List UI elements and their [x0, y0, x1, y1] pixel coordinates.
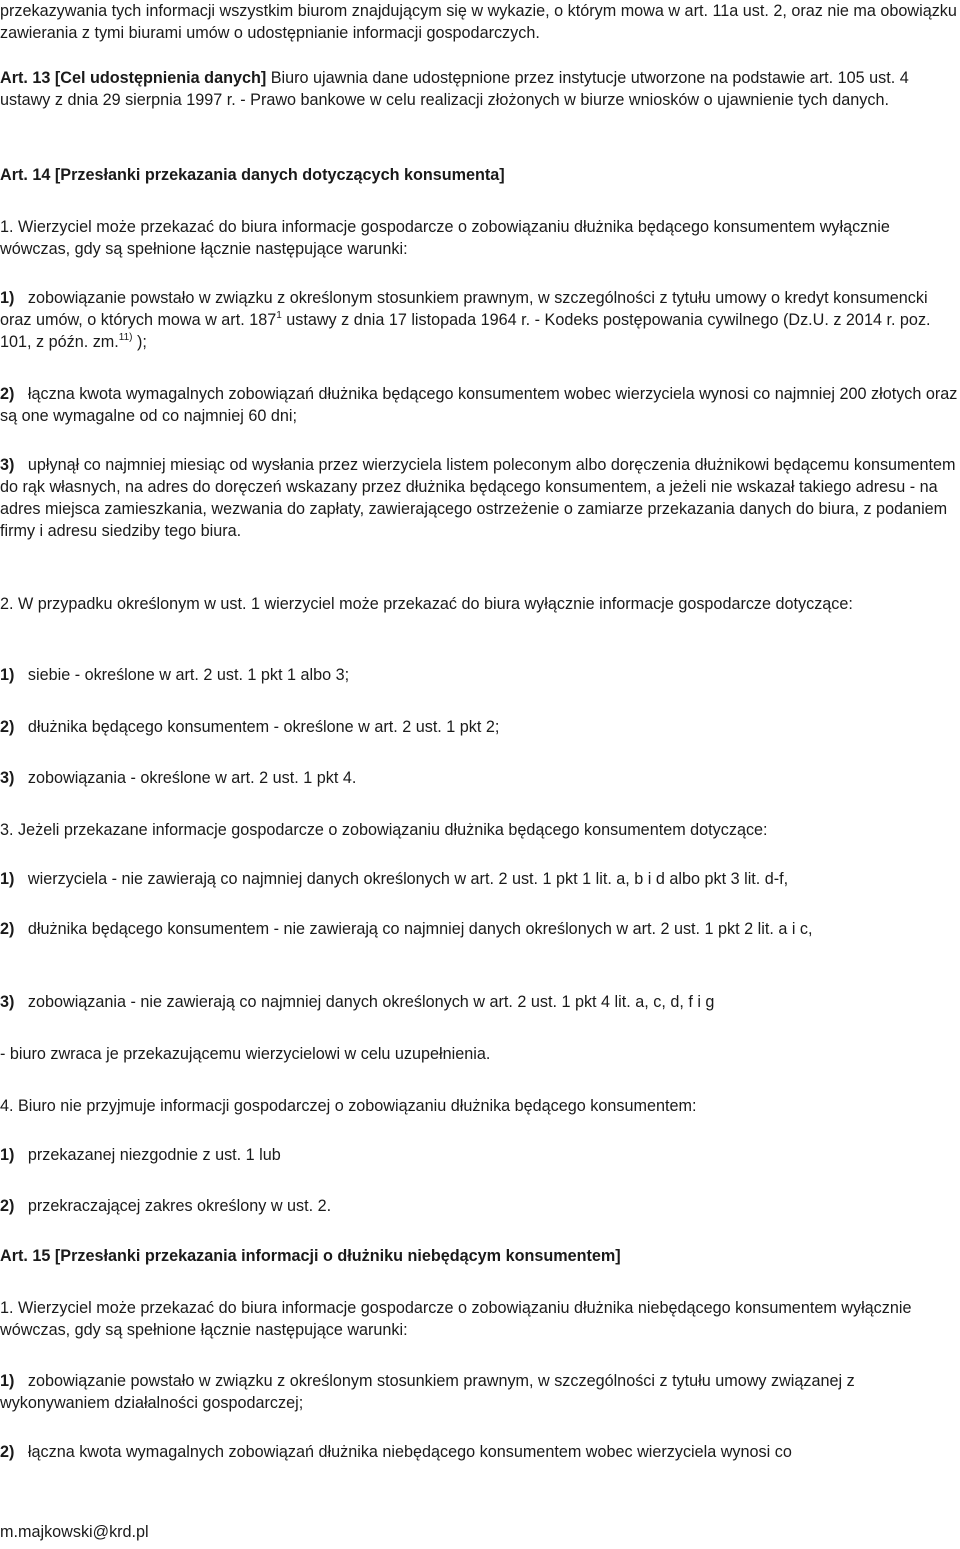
art14-ust1-item-1 — [0, 287, 958, 353]
art13-text: Biuro ujawnia dane udostępnione przez instytucje utworzone na podstawie art. 105 ust. 4 ustawy z dnia 29 sierpnia 1997 r. - Prawo bankowe w celu realizacji złożonych w biurze wniosków o ujawnienie tych danych. — [0, 69, 909, 109]
art14-ust2: 2. W przypadku określonym w ust. 1 wierzyciel może przekazać do biura wyłącznie informacje gospodarcze dotyczące: — [0, 595, 853, 613]
art13-paragraph — [0, 67, 958, 111]
art14-ust4-item-1 — [0, 1144, 958, 1166]
item-number: 2) — [0, 1443, 15, 1461]
item-text: zobowiązania - nie zawierają co najmniej danych określonych w art. 2 ust. 1 pkt 4 lit. a, c, d, f i g — [27, 993, 715, 1011]
item-text: zobowiązanie powstało w związku z określonym stosunkiem prawnym, w szczególności z tytułu umowy związanej z wykonywaniem działalności gospodarczej; — [0, 1372, 855, 1412]
art14-ust2-item-3 — [0, 767, 958, 789]
art14-ust4-item-2 — [0, 1195, 958, 1217]
item-text: zobowiązania - określone w art. 2 ust. 1 pkt 4. — [27, 769, 357, 787]
art14-ust3-tail: - biuro zwraca je przekazującemu wierzycielowi w celu uzupełnienia. — [0, 1045, 491, 1063]
item-text: przekazanej niezgodnie z ust. 1 lub — [27, 1146, 281, 1164]
item-text: siebie - określone w art. 2 ust. 1 pkt 1 albo 3; — [27, 666, 350, 684]
item-text: zobowiązanie powstało w związku z określonym stosunkiem prawnym, w szczególności z tytułu umowy o kredyt konsumencki oraz umów, o których mowa w art. 187 — [0, 289, 928, 329]
item-number: 1) — [0, 289, 15, 307]
art15-ust1-item-1 — [0, 1370, 958, 1414]
art14-ust3-item-2 — [0, 918, 958, 940]
art15-ust1-item-2 — [0, 1441, 958, 1463]
item-number: 2) — [0, 718, 15, 736]
item-number: 1) — [0, 870, 15, 888]
footer-email: m.majkowski@krd.pl — [0, 1523, 149, 1541]
art15-ust1: 1. Wierzyciel może przekazać do biura informacje gospodarcze o zobowiązaniu dłużnika niebędącego konsumentem wyłącznie wówczas, gdy są spełnione łącznie następujące warunki: — [0, 1299, 912, 1339]
art13-heading: Art. 13 [Cel udostępnienia danych] — [0, 69, 267, 87]
art15-heading: Art. 15 [Przesłanki przekazania informacji o dłużniku niebędącym konsumentem] — [0, 1247, 621, 1265]
item-number: 1) — [0, 666, 15, 684]
art14-ust2-item-2 — [0, 716, 958, 738]
art14-ust3-item-1 — [0, 868, 958, 890]
item-text: ); — [132, 333, 147, 351]
item-number: 2) — [0, 920, 15, 938]
art14-ust3-item-3 — [0, 991, 958, 1013]
item-number: 3) — [0, 456, 15, 474]
art14-heading: Art. 14 [Przesłanki przekazania danych dotyczących konsumenta] — [0, 166, 505, 184]
item-number: 3) — [0, 993, 15, 1011]
footnote-marker: 11) — [118, 332, 133, 343]
item-text: przekraczającej zakres określony w ust. 2. — [27, 1197, 332, 1215]
item-text: upłynął co najmniej miesiąc od wysłania przez wierzyciela listem poleconym albo doręczenia dłużnikowi będącemu konsumentem do rąk własnych, na adres do doręczeń wskazany przez dłużnika będącego konsumentem, a jeżeli nie wskazał takiego adresu - na adres miejsca zamieszkania, wezwania do zapłaty, zawierającego ostrzeżenie o zamiarze przekazania danych do biura, z podaniem firmy i adresu siedziby tego biura. — [0, 456, 956, 540]
item-number: 1) — [0, 1146, 15, 1164]
art14-ust1: 1. Wierzyciel może przekazać do biura informacje gospodarcze o zobowiązaniu dłużnika będącego konsumentem wyłącznie wówczas, gdy są spełnione łącznie następujące warunki: — [0, 218, 890, 258]
art14-ust1-item-2 — [0, 383, 958, 427]
item-number: 2) — [0, 1197, 15, 1215]
art14-ust1-item-3 — [0, 454, 958, 542]
item-text: ustawy z dnia 17 listopada 1964 r. - Kodeks postępowania cywilnego (Dz.U. z 2014 r. poz. 101, z późn. zm. — [0, 311, 931, 351]
art14-ust3: 3. Jeżeli przekazane informacje gospodarcze o zobowiązaniu dłużnika będącego konsumentem dotyczące: — [0, 821, 768, 839]
continuation-paragraph: przekazywania tych informacji wszystkim biurom znajdującym się w wykazie, o którym mowa w art. 11a ust. 2, oraz nie ma obowiązku zawierania z tymi biurami umów o udostępnianie informacji gospodarczych. — [0, 2, 957, 42]
item-text: dłużnika będącego konsumentem - określone w art. 2 ust. 1 pkt 2; — [27, 718, 500, 736]
art14-ust2-item-1 — [0, 664, 958, 686]
item-number: 2) — [0, 385, 15, 403]
item-text: łączna kwota wymagalnych zobowiązań dłużnika będącego konsumentem wobec wierzyciela wynosi co najmniej 200 złotych oraz są one wymagalne od co najmniej 60 dni; — [0, 385, 958, 425]
item-text: dłużnika będącego konsumentem - nie zawierają co najmniej danych określonych w art. 2 ust. 1 pkt 2 lit. a i c, — [27, 920, 813, 938]
art14-ust4: 4. Biuro nie przyjmuje informacji gospodarczej o zobowiązaniu dłużnika będącego konsumentem: — [0, 1097, 697, 1115]
item-text: łączna kwota wymagalnych zobowiązań dłużnika niebędącego konsumentem wobec wierzyciela wynosi co — [27, 1443, 792, 1461]
superscript: 1 — [276, 310, 282, 321]
item-number: 3) — [0, 769, 15, 787]
item-number: 1) — [0, 1372, 15, 1390]
item-text: wierzyciela - nie zawierają co najmniej danych określonych w art. 2 ust. 1 pkt 1 lit. a, b i d albo pkt 3 lit. d-f, — [27, 870, 789, 888]
